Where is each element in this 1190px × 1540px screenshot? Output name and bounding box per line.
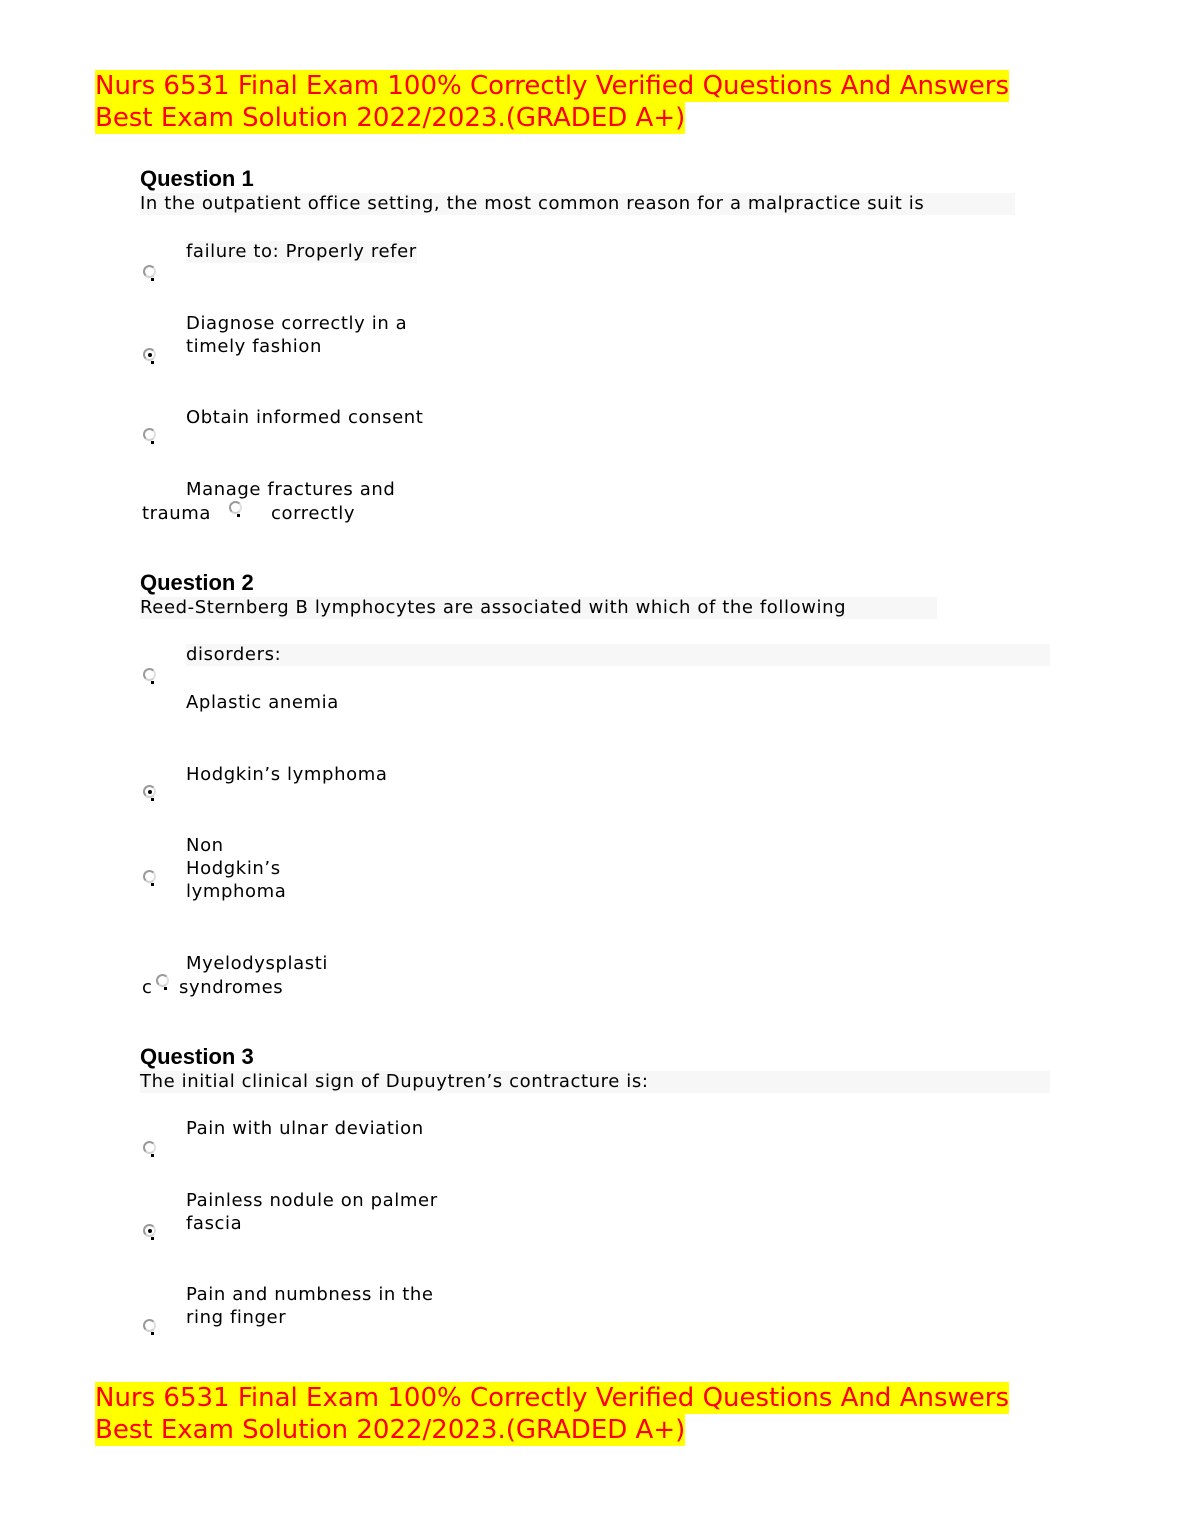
- q2-option-4-label-line-1: Myelodysplasti: [186, 953, 329, 974]
- q1-option-2-label-line-1: Diagnose correctly in a: [186, 313, 408, 334]
- q2-option-2-label: Hodgkin’s lymphoma: [186, 764, 388, 785]
- q1-option-1-radio[interactable]: [143, 265, 156, 278]
- q1-option-1-label: failure to: Properly refer: [186, 241, 417, 262]
- q2-option-3-radio[interactable]: [143, 870, 156, 883]
- q2-option-3-label-line-2: Hodgkin’s: [186, 858, 281, 879]
- q3-option-2-label-line-2: fascia: [186, 1213, 243, 1234]
- q2-option-1-radio[interactable]: [143, 668, 156, 681]
- q3-option-2-radio[interactable]: [143, 1224, 156, 1237]
- question-2-text: Reed-Sternberg B lymphocytes are associated with which of the following: [140, 597, 937, 619]
- q2-option-2-radio[interactable]: [143, 785, 156, 798]
- q1-option-4-label-line-1: Manage fractures and: [186, 479, 396, 500]
- q2-option-1-label-line-2: Aplastic anemia: [186, 692, 339, 713]
- header-title-line-1: Nurs 6531 Final Exam 100% Correctly Verified Questions And Answers: [95, 71, 1010, 101]
- q2-option-4-radio[interactable]: [156, 974, 169, 987]
- question-3-heading: Question 3: [140, 1044, 254, 1069]
- q2-option-3-label-line-1: Non: [186, 835, 224, 856]
- question-2-heading: Question 2: [140, 570, 254, 595]
- q3-option-3-label-line-1: Pain and numbness in the: [186, 1284, 434, 1305]
- q3-option-3-radio[interactable]: [143, 1319, 156, 1332]
- q1-option-4-radio[interactable]: [229, 501, 242, 514]
- q3-option-2-label-line-1: Painless nodule on palmer: [186, 1190, 438, 1211]
- footer-title-line-1: Nurs 6531 Final Exam 100% Correctly Verified Questions And Answers: [95, 1383, 1010, 1413]
- q1-option-2-label-line-2: timely fashion: [186, 336, 323, 357]
- q1-option-2-radio[interactable]: [143, 348, 156, 361]
- q3-option-3-label-line-2: ring finger: [186, 1307, 287, 1328]
- q1-option-3-radio[interactable]: [143, 428, 156, 441]
- q2-option-4-label-line-2: c: [142, 977, 153, 998]
- q1-option-4-label-line-3: correctly: [271, 503, 356, 524]
- q1-option-4-label-line-2: trauma: [142, 503, 212, 524]
- q2-option-1-label-line-1: disorders:: [186, 644, 1050, 666]
- q3-option-1-label: Pain with ulnar deviation: [186, 1118, 424, 1139]
- q3-option-1-radio[interactable]: [143, 1141, 156, 1154]
- question-1-text: In the outpatient office setting, the most common reason for a malpractice suit is: [140, 193, 1015, 215]
- question-1-heading: Question 1: [140, 166, 254, 191]
- header-title-line-2: Best Exam Solution 2022/2023.(GRADED A+): [95, 103, 686, 133]
- question-3-text: The initial clinical sign of Dupuytren’s contracture is:: [140, 1071, 1050, 1093]
- q2-option-3-label-line-3: lymphoma: [186, 881, 287, 902]
- footer-title-line-2: Best Exam Solution 2022/2023.(GRADED A+): [95, 1415, 686, 1445]
- q1-option-3-label: Obtain informed consent: [186, 407, 424, 428]
- q2-option-4-label-line-3: syndromes: [179, 977, 284, 998]
